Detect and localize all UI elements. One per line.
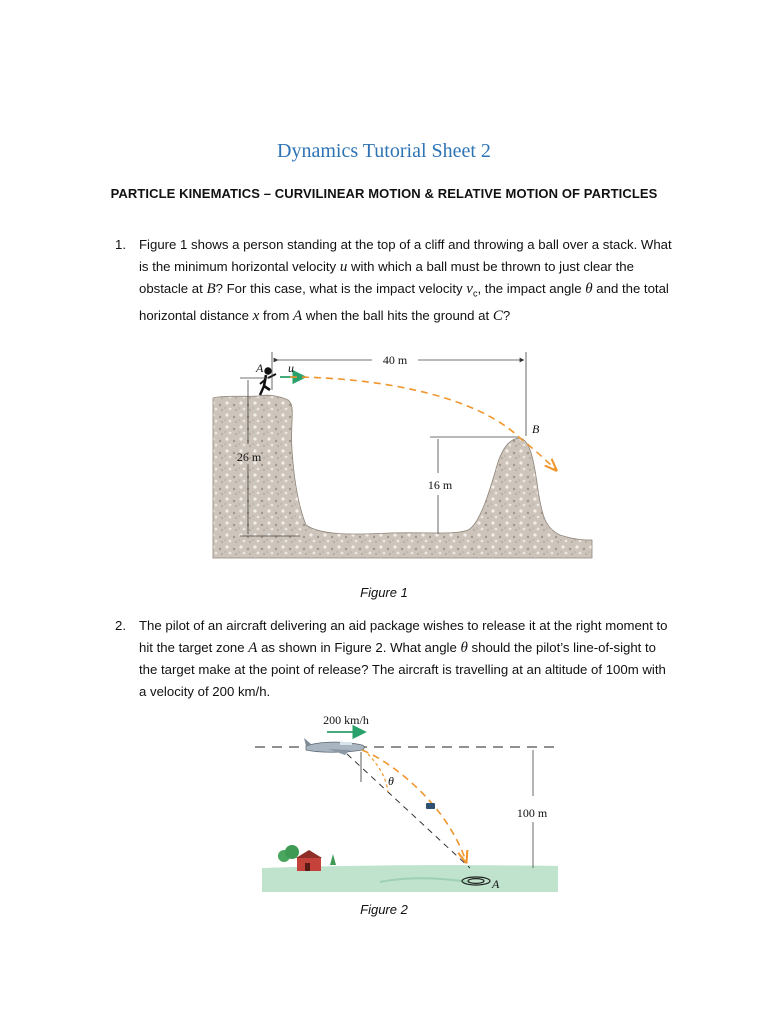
- math-C: C: [492, 308, 503, 325]
- label-theta: θ: [388, 774, 394, 788]
- math-theta: θ: [460, 639, 468, 656]
- dimension-26m: 26 m: [236, 450, 262, 464]
- question-text: [139, 615, 675, 702]
- question-1: [115, 234, 675, 328]
- aid-package: [426, 803, 435, 809]
- question-number: 2.: [115, 618, 126, 633]
- text-run: and the total horizontal distance: [139, 281, 669, 324]
- figure-1-caption: Figure 1: [360, 585, 408, 600]
- speed-label: 200 km/h: [323, 713, 369, 727]
- line-of-sight: [347, 754, 470, 868]
- dimension-40m: 40 m: [382, 353, 408, 367]
- package-trajectory: [362, 750, 466, 862]
- text-run: from: [259, 308, 294, 324]
- text-run: with which a ball must be thrown to just clear the obstacle at: [139, 258, 634, 296]
- label-B: B: [532, 422, 540, 436]
- figure-1-diagram: [0, 340, 768, 580]
- text-run: , the impact angle: [477, 281, 586, 296]
- text-run: ? For this case, what is the impact velocity: [215, 281, 467, 296]
- figure-2-caption: Figure 2: [360, 902, 408, 917]
- question-2: [115, 615, 675, 702]
- question-number: 1.: [115, 237, 126, 252]
- label-u: u: [288, 361, 294, 375]
- question-text: [139, 234, 675, 328]
- text-run: as shown in Figure 2. What angle: [257, 639, 461, 655]
- dimension-16m: 16 m: [427, 478, 453, 492]
- altitude-label: 100 m: [516, 806, 548, 820]
- math-A: A: [248, 639, 258, 656]
- math-u: u: [339, 258, 348, 275]
- label-A: A: [256, 361, 264, 375]
- text-run: Figure 1 shows a person standing at the top of a cliff and throwing a ball over a stack. What is the minimum horizontal velocity: [139, 237, 672, 274]
- text-run: ?: [502, 308, 511, 324]
- math-x: x: [252, 308, 260, 325]
- text-run: The pilot of an aircraft delivering an aid package wishes to release it at the right moment to hit the target zone: [139, 618, 668, 655]
- cliff-and-stack-terrain: [213, 395, 592, 558]
- aircraft: [304, 738, 364, 755]
- math-A: A: [293, 308, 303, 325]
- document-title: Dynamics Tutorial Sheet 2: [277, 140, 491, 162]
- theta-arc: [368, 754, 388, 792]
- math-theta: θ: [585, 281, 593, 297]
- figure-2-diagram: [0, 700, 768, 900]
- math-subscript-c: c: [472, 288, 478, 299]
- label-A: A: [492, 877, 500, 891]
- text-run: when the ball hits the ground at: [302, 308, 493, 324]
- section-heading: PARTICLE KINEMATICS – CURVILINEAR MOTION & RELATIVE MOTION OF PARTICLES: [110, 186, 658, 201]
- math-v: v: [466, 281, 473, 297]
- text-run: should the pilot’s line-of-sight to the target make at the point of release? The aircraft is travelling at an altitude of 100m with a velocity of 200 km/h.: [139, 639, 666, 699]
- math-B: B: [206, 281, 216, 297]
